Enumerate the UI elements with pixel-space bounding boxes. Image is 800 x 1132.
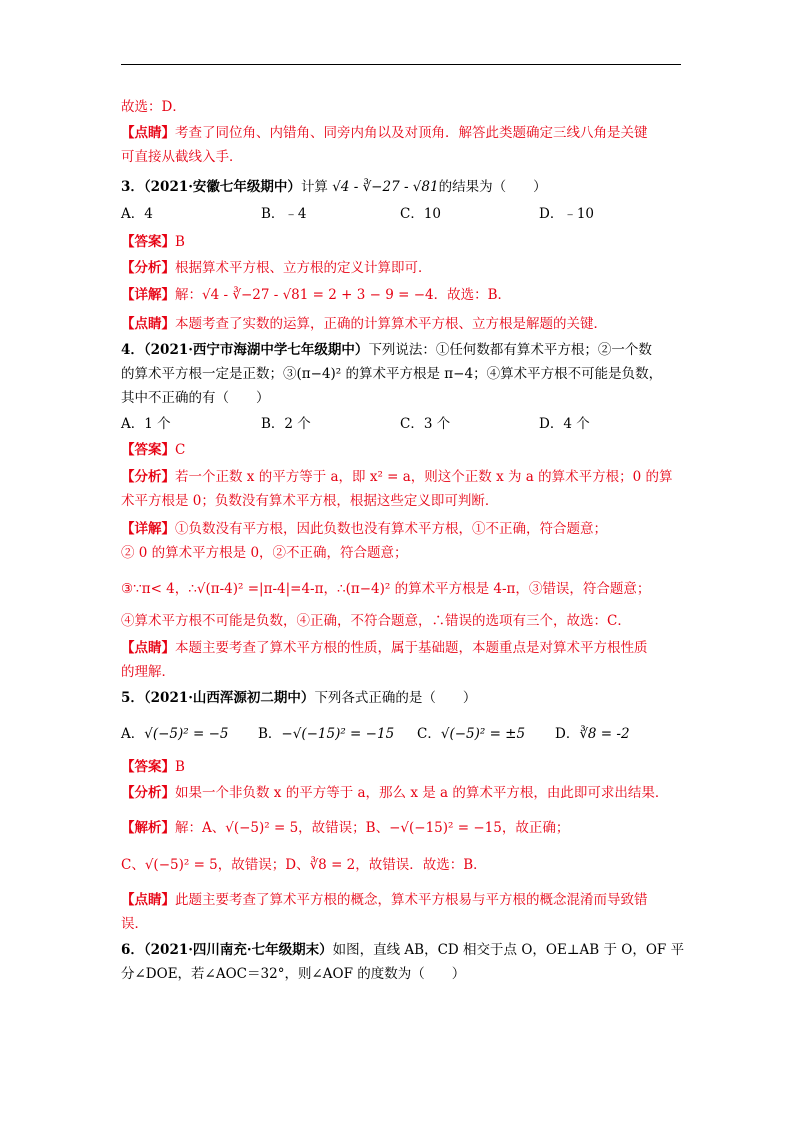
answer-tag: 【答案】 (121, 759, 175, 775)
q4-detail (121, 517, 691, 565)
q4-stem (121, 338, 691, 410)
q5-analysis-text: 如果一个非负数 x 的平方等于 a，那么 x 是 a 的算术平方根，由此即可求出结果． (175, 785, 669, 801)
q5-source: （2021·山西浑源初二期中） (143, 690, 315, 706)
q4-detail-line4: ④算术平方根不可能是负数，④正确，不符合题意，∴错误的选项有三个，故选：C． (121, 613, 631, 629)
q3-analysis (121, 256, 691, 280)
q4-option-b: B．2 个 (261, 416, 311, 432)
q3-comment-text: 本题考查了实数的运算，正确的计算算术平方根、立方根是解题的关键． (175, 316, 607, 332)
comment-tag: 【点睛】 (121, 640, 175, 656)
q5-comment (121, 888, 691, 936)
q3-stem-expr: √4 - ∛−27 - √81 (332, 179, 439, 195)
q5-options (121, 722, 691, 746)
q4-options (121, 412, 691, 436)
q3-number: 3． (121, 179, 144, 195)
q2-result (121, 95, 691, 119)
q3-answer-value: B (175, 234, 185, 250)
q3-stem-pre: 计算 (300, 179, 328, 195)
q2-result-text: 故选：D． (121, 99, 186, 115)
q3-answer (121, 230, 691, 254)
q4-comment-line2: 的理解． (121, 664, 175, 680)
analysis-tag: 【分析】 (121, 469, 175, 485)
q3-option-d: D．﹣10 (539, 206, 595, 222)
q4-stem-line2: 的算术平方根一定是正数；③(π−4)² 的算术平方根是 π−4；④算术平方根不可能是负数， (121, 366, 663, 382)
q3-stem (121, 175, 691, 199)
q3-source: （2021·安徽七年级期中） (143, 179, 301, 195)
comment-tag: 【点睛】 (121, 316, 175, 332)
q4-option-c: C．3 个 (400, 416, 451, 432)
q4-detail-line3: ③∵π< 4，∴√(π-4)² =|π-4|=4-π，∴(π−4)² 的算术平方根是 4-π，③错误，符合题意； (121, 581, 651, 597)
q4-analysis-line2: 术平方根是 0；负数没有算术平方根，根据这些定义即可判断． (121, 493, 499, 509)
q4-answer-value: C (175, 442, 186, 458)
q6-stem (121, 938, 691, 986)
q2-comment-line1: 考查了同位角、内错角、同旁内角以及对顶角．解答此类题确定三线八角是关键 (175, 125, 648, 141)
q4-detail-line1: ①负数没有平方根，因此负数也没有算术平方根，①不正确，符合题意； (175, 521, 607, 537)
q5-solution-line2: C、√(−5)² = 5，故错误；D、∛8 = 2，故错误．故选：B． (121, 857, 487, 873)
q5-option-a: A．√(−5)² = −5 (121, 726, 229, 742)
q2-comment-line2: 可直接从截线入手． (121, 149, 243, 165)
q4-comment-line1: 本题主要考查了算术平方根的性质，属于基础题，本题重点是对算术平方根性质 (175, 640, 648, 656)
q3-analysis-text: 根据算术平方根、立方根的定义计算即可． (175, 260, 432, 276)
q5-option-c: C．√(−5)² = ±5 (417, 726, 526, 742)
q3-option-a: A．4 (121, 206, 153, 222)
q4-source: （2021·西宁市海湖中学七年级期中） (143, 342, 369, 358)
q4-number: 4． (121, 342, 144, 358)
q5-solution-line1: 【解析】解：A、√(−5)² = 5，故错误；B、−√(−15)² = −15，故正确； (121, 820, 570, 836)
detail-tag: 【详解】 (121, 287, 175, 303)
comment-tag: 【点睛】 (121, 892, 175, 908)
q3-options (121, 202, 691, 226)
comment-tag: 【点睛】 (121, 125, 175, 141)
q5-stem-text: 下列各式正确的是（ ） (314, 690, 477, 706)
q3-detail-text: 解：√4 - ∛−27 - √81 = 2 + 3 − 9 = −4．故选：B． (175, 287, 512, 303)
solution-tag: 【解析】 (121, 820, 175, 836)
q4-option-d: D．4 个 (539, 416, 590, 432)
q5-number: 5． (121, 690, 144, 706)
q4-stem-line1: 下列说法：①任何数都有算术平方根；②一个数 (368, 342, 652, 358)
q3-comment (121, 312, 691, 336)
q5-answer (121, 755, 691, 779)
q5-option-d: D．∛8 = -2 (555, 726, 630, 742)
q4-detail-line2: ② 0 的算术平方根是 0，②不正确，符合题意； (121, 545, 408, 561)
header-rule (121, 64, 681, 65)
q4-stem-line3: 其中不正确的有（ ） (121, 390, 270, 406)
q6-stem-line2: 分∠DOE，若∠AOC＝32°，则∠AOF 的度数为（ ） (121, 966, 466, 982)
analysis-tag: 【分析】 (121, 785, 175, 801)
q2-comment (121, 121, 691, 169)
q5-analysis (121, 781, 691, 805)
answer-tag: 【答案】 (121, 442, 175, 458)
q5-comment-line2: 误． (121, 916, 148, 932)
q3-detail (121, 283, 691, 307)
q5-stem (121, 686, 691, 710)
detail-tag: 【详解】 (121, 521, 175, 537)
q4-comment (121, 636, 691, 684)
q4-analysis-line1: 若一个正数 x 的平方等于 a，即 x² = a，则这个正数 x 为 a 的算术平方根；0 的算 (175, 469, 673, 485)
q4-answer (121, 438, 691, 462)
q4-option-a: A．1 个 (121, 416, 171, 432)
q3-option-b: B．﹣4 (261, 206, 307, 222)
q6-stem-line1: 如图，直线 AB，CD 相交于点 O，OE⊥AB 于 O，OF 平 (332, 942, 685, 958)
q5-option-b: B．−√(−15)² = −15 (258, 726, 395, 742)
answer-tag: 【答案】 (121, 234, 175, 250)
q5-comment-line1: 此题主要考查了算术平方根的概念，算术平方根易与平方根的概念混淆而导致错 (175, 892, 648, 908)
q3-stem-post: 的结果为（ ） (438, 179, 547, 195)
q6-number: 6． (121, 942, 144, 958)
q4-analysis (121, 465, 691, 513)
analysis-tag: 【分析】 (121, 260, 175, 276)
q6-source: （2021·四川南充·七年级期末） (143, 942, 333, 958)
q5-answer-value: B (175, 759, 185, 775)
q3-option-c: C．10 (400, 206, 442, 222)
